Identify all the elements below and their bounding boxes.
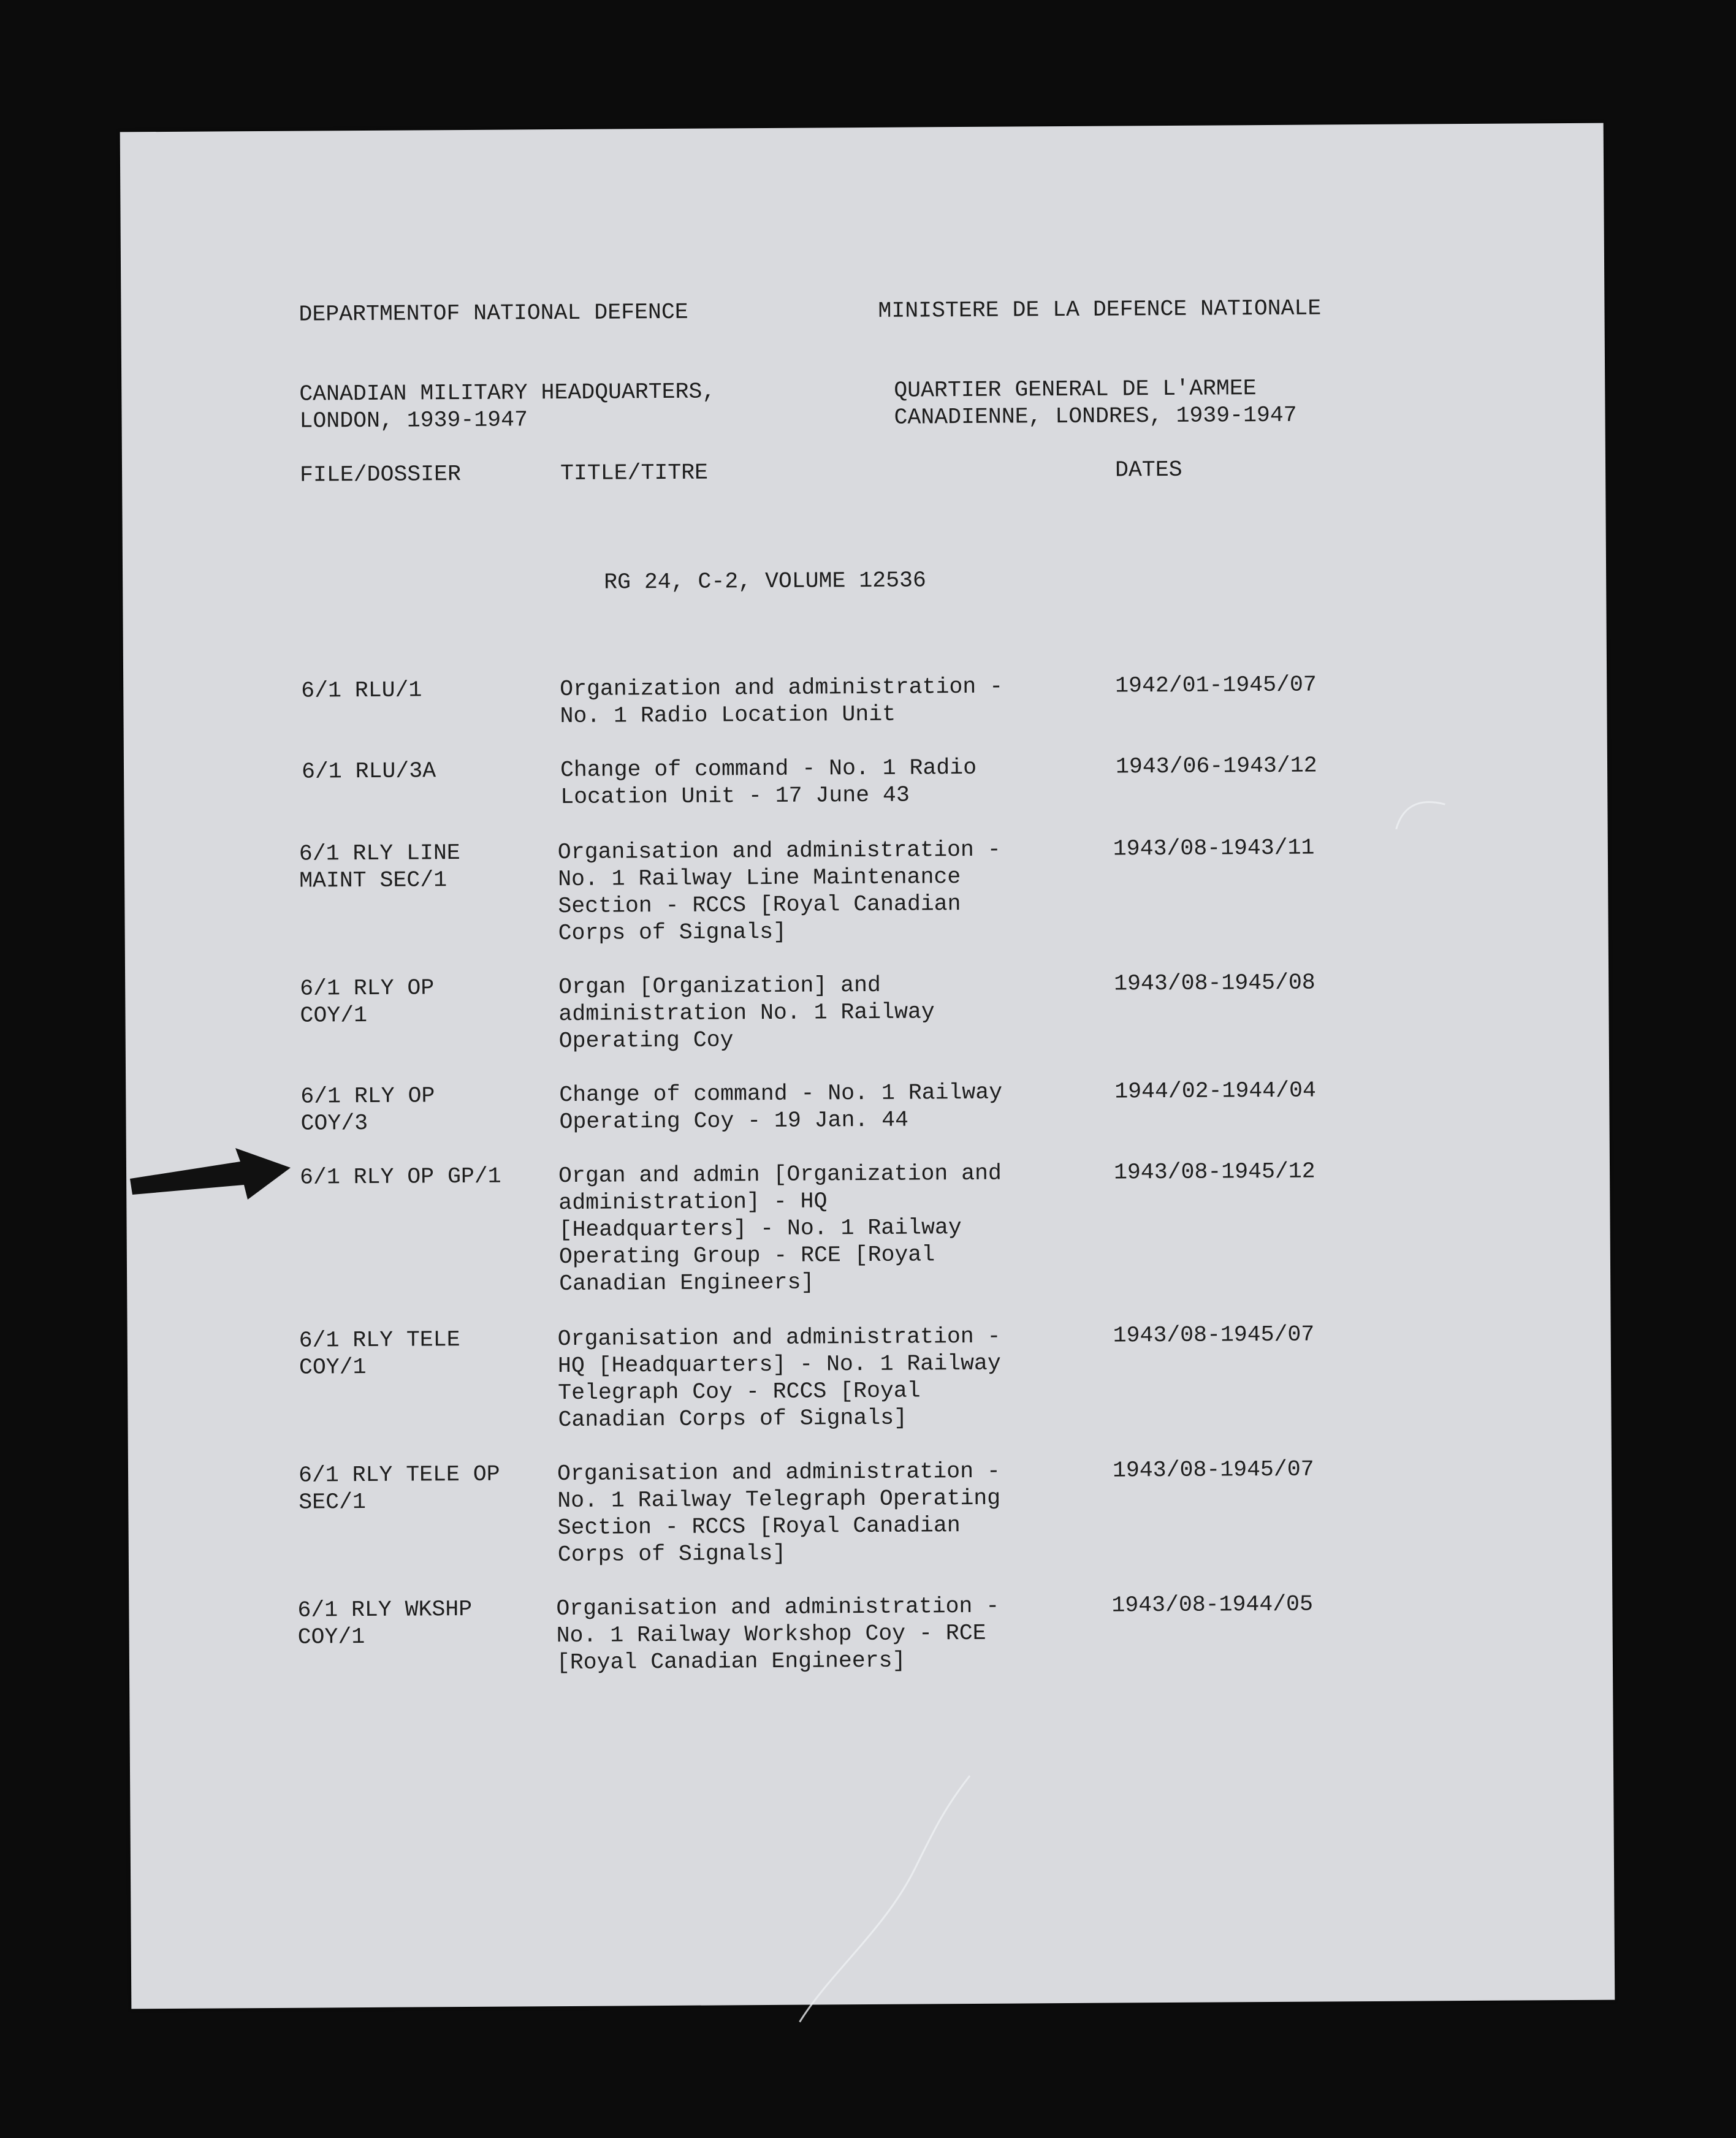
entry-title: Change of command - No. 1 Railway Operating Coy - 19 Jan. 44	[559, 1079, 1003, 1135]
scan-scratch-mark	[792, 1770, 978, 2028]
entry-file-number: 6/1 RLY OP GP/1	[299, 1163, 501, 1190]
entry-file-number: 6/1 RLY OP COY/1	[300, 975, 435, 1029]
column-header-dates: DATES	[1114, 457, 1182, 483]
entry-file-number: 6/1 RLY WKSHP COY/1	[297, 1596, 473, 1650]
entry-file-number: 6/1 RLY TELE OP SEC/1	[298, 1461, 500, 1515]
entry-dates: 1944/02-1944/04	[1114, 1078, 1316, 1105]
department-title-en: DEPARTMENTOF NATIONAL DEFENCE	[299, 299, 688, 327]
column-header-title: TITLE/TITRE	[560, 460, 709, 487]
scan-scratch-mark	[1393, 792, 1448, 835]
headquarters-title-en: CANADIAN MILITARY HEADQUARTERS, LONDON, 1939-1947	[299, 379, 716, 434]
entry-dates: 1943/06-1943/12	[1115, 753, 1317, 780]
entry-file-number: 6/1 RLY LINE MAINT SEC/1	[299, 840, 460, 894]
entry-title: Organ and admin [Organization and administration] - HQ [Headquarters] - No. 1 Railway Operating Group - RCE [Royal Canadian Engineers]	[558, 1160, 1002, 1297]
volume-heading: RG 24, C-2, VOLUME 12536	[604, 568, 926, 595]
entry-file-number: 6/1 RLY OP COY/3	[300, 1083, 435, 1136]
entry-dates: 1943/08-1945/07	[1113, 1322, 1315, 1349]
entry-dates: 1942/01-1945/07	[1115, 672, 1317, 699]
entry-title: Organisation and administration - No. 1 Railway Telegraph Operating Section - RCCS [Royal Canadian Corps of Signals]	[557, 1458, 1001, 1568]
pointer-arrow-icon	[130, 1143, 295, 1204]
entry-title: Organisation and administration - HQ [Headquarters] - No. 1 Railway Telegraph Coy - RCCS [Royal Canadian Corps of Signals]	[557, 1323, 1001, 1433]
entry-file-number: 6/1 RLU/3A	[301, 758, 436, 785]
entry-dates: 1943/08-1945/08	[1114, 970, 1315, 997]
entry-title: Change of command - No. 1 Radio Location Unit - 17 June 43	[560, 755, 977, 810]
entry-title: Organisation and administration - No. 1 Railway Workshop Coy - RCE [Royal Canadian Engineers]	[556, 1593, 1000, 1676]
entry-title: Organisation and administration - No. 1 Railway Line Maintenance Section - RCCS [Royal Canadian Corps of Signals]	[557, 837, 1001, 946]
entry-dates: 1943/08-1945/12	[1113, 1158, 1315, 1185]
document-page	[120, 123, 1615, 2009]
entry-title: Organization and administration - No. 1 Radio Location Unit	[560, 674, 1003, 729]
entry-file-number: 6/1 RLU/1	[301, 677, 422, 704]
entry-dates: 1943/08-1944/05	[1111, 1591, 1314, 1618]
headquarters-title-fr: QUARTIER GENERAL DE L'ARMEE CANADIENNE, LONDRES, 1939-1947	[894, 376, 1297, 430]
entry-title: Organ [Organization] and administration No. 1 Railway Operating Coy	[558, 972, 935, 1054]
entry-dates: 1943/08-1943/11	[1113, 835, 1315, 862]
entry-dates: 1943/08-1945/07	[1112, 1456, 1314, 1483]
department-title-fr: MINISTERE DE LA DEFENCE NATIONALE	[878, 295, 1322, 324]
column-header-file: FILE/DOSSIER	[299, 462, 462, 488]
entry-file-number: 6/1 RLY TELE COY/1	[299, 1327, 460, 1380]
